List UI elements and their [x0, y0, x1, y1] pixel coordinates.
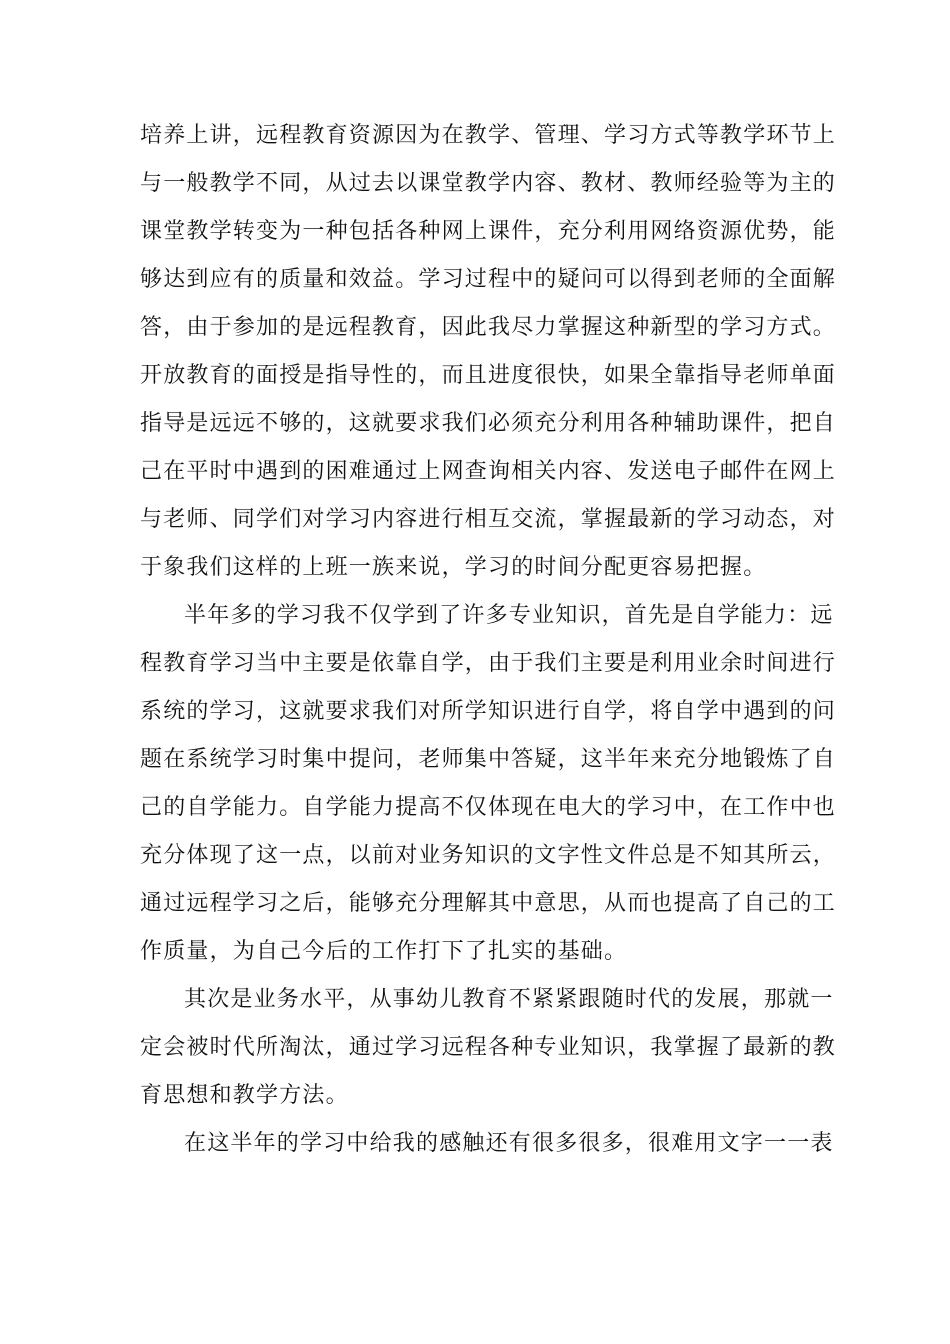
- text-line: 作质量，为自己今后的工作打下了扎实的基础。: [140, 939, 628, 964]
- paragraph-3: [140, 976, 837, 1120]
- text-line: 育思想和教学方法。: [140, 1083, 349, 1108]
- text-line: 半年多的学习我不仅学到了许多专业知识，首先是自学能力：远: [184, 603, 834, 628]
- text-line: 系统的学习，这就要求我们对所学知识进行自学，将自学中遇到的问: [140, 699, 837, 724]
- text-line: 己的自学能力。自学能力提高不仅体现在电大的学习中，在工作中也: [140, 795, 837, 820]
- text-line: 程教育学习当中主要是依靠自学，由于我们主要是利用业余时间进行: [140, 651, 837, 676]
- text-line: 培养上讲，远程教育资源因为在教学、管理、学习方式等教学环节上: [140, 123, 837, 148]
- text-line: 指导是远远不够的，这就要求我们必须充分利用各种辅助课件，把自: [140, 411, 837, 436]
- text-line: 与一般教学不同，从过去以课堂教学内容、教材、教师经验等为主的: [140, 171, 837, 196]
- text-line: 己在平时中遇到的困难通过上网查询相关内容、发送电子邮件在网上: [140, 459, 837, 484]
- text-line: 题在系统学习时集中提问，老师集中答疑，这半年来充分地锻炼了自: [140, 747, 837, 772]
- paragraph-4: [140, 1120, 834, 1168]
- document-page: [140, 112, 837, 1168]
- text-line: 在这半年的学习中给我的感触还有很多很多，很难用文字一一表: [184, 1131, 834, 1156]
- text-line: 充分体现了这一点，以前对业务知识的文字性文件总是不知其所云，: [140, 843, 837, 868]
- text-line: 课堂教学转变为一种包括各种网上课件，充分利用网络资源优势，能: [140, 219, 837, 244]
- text-line: 与老师、同学们对学习内容进行相互交流，掌握最新的学习动态，对: [140, 507, 837, 532]
- text-line: 其次是业务水平，从事幼儿教育不紧紧跟随时代的发展，那就一: [184, 987, 834, 1012]
- text-line: 定会被时代所淘汰，通过学习远程各种专业知识，我掌握了最新的教: [140, 1035, 837, 1060]
- paragraph-1: [140, 112, 837, 592]
- text-line: 通过远程学习之后，能够充分理解其中意思，从而也提高了自己的工: [140, 891, 837, 916]
- text-line: 够达到应有的质量和效益。学习过程中的疑问可以得到老师的全面解: [140, 267, 837, 292]
- text-line: 于象我们这样的上班一族来说，学习的时间分配更容易把握。: [140, 555, 767, 580]
- text-line: 答，由于参加的是远程教育，因此我尽力掌握这种新型的学习方式。: [140, 315, 837, 340]
- text-line: 开放教育的面授是指导性的，而且进度很快，如果全靠指导老师单面: [140, 363, 837, 388]
- paragraph-2: [140, 592, 837, 976]
